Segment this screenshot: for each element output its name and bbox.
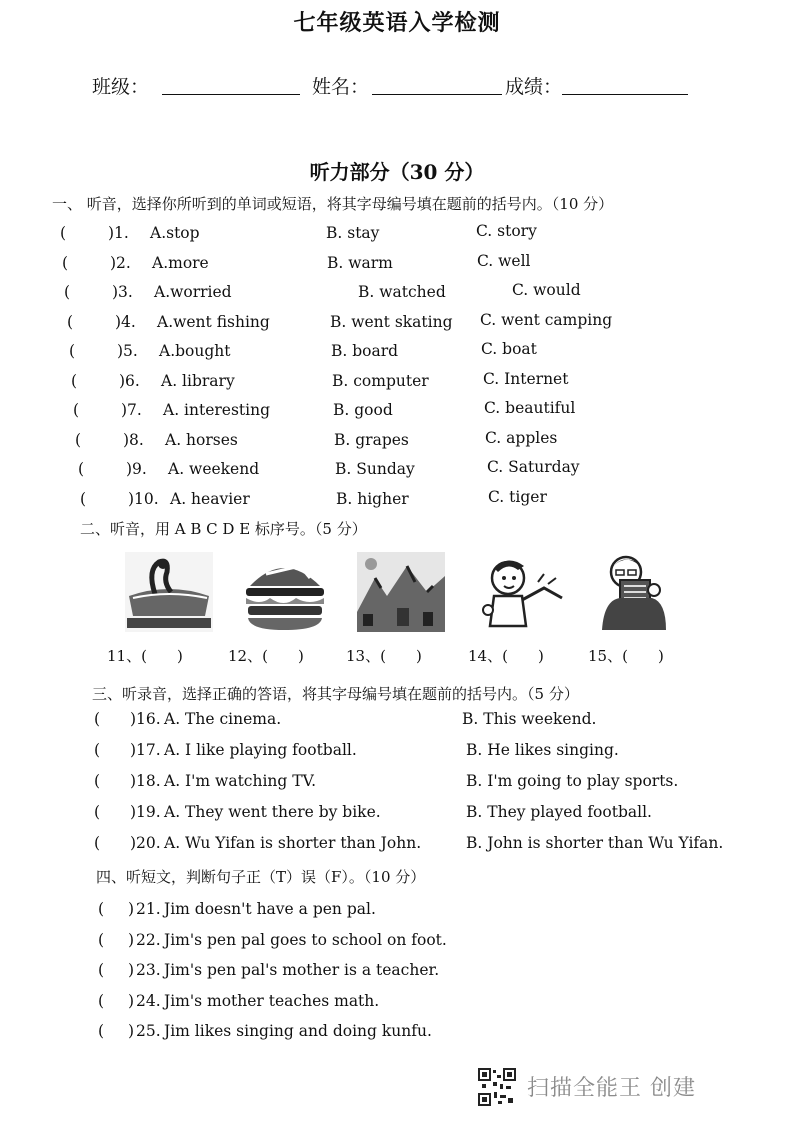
question-number: 17. [136, 741, 161, 759]
answer-bracket-close: ) [128, 992, 135, 1010]
answer-bracket-open[interactable]: ( [67, 313, 74, 331]
answer-bracket-open[interactable]: ( [78, 460, 85, 478]
boy-waving-icon [478, 552, 566, 632]
option-c: C. tiger [488, 488, 547, 506]
answer-bracket-open[interactable]: ( [64, 283, 71, 301]
hamburger-icon [240, 552, 328, 632]
option-b: B. John is shorter than Wu Yifan. [466, 834, 724, 852]
answer-bracket-open[interactable]: ( [75, 431, 82, 449]
mountain-landscape-icon [357, 552, 445, 632]
pic-label-13[interactable]: 13、( ) [346, 647, 422, 665]
option-c: C. Saturday [487, 458, 580, 476]
answer-bracket-open[interactable]: ( [71, 372, 78, 390]
answer-bracket-close: ) [117, 342, 124, 360]
option-c: C. beautiful [484, 399, 576, 417]
question-number: 25. [136, 1022, 161, 1040]
answer-bracket-open[interactable]: ( [98, 931, 105, 949]
question-number: 24. [136, 992, 161, 1010]
option-c: C. boat [481, 340, 537, 358]
name-field[interactable] [372, 94, 502, 95]
answer-bracket-close: ) [130, 772, 137, 790]
answer-bracket-open[interactable]: ( [98, 992, 105, 1010]
question-number: 7. [127, 401, 142, 419]
option-b: B. warm [327, 254, 393, 272]
option-a: A. I like playing football. [164, 741, 357, 759]
answer-bracket-close: ) [110, 254, 117, 272]
option-a: A. heavier [170, 490, 250, 508]
option-a: A. They went there by bike. [164, 803, 381, 821]
answer-bracket-open[interactable]: ( [69, 342, 76, 360]
option-a: A.bought [159, 342, 231, 360]
question-number: 1. [114, 224, 129, 242]
option-a: A.worried [154, 283, 232, 301]
answer-bracket-open[interactable]: ( [94, 772, 101, 790]
option-b: B. I'm going to play sports. [466, 772, 679, 790]
answer-bracket-close: ) [112, 283, 119, 301]
question-number: 20. [136, 834, 161, 852]
answer-bracket-open[interactable]: ( [98, 961, 105, 979]
option-b: B. watched [358, 283, 446, 301]
statement-text: Jim doesn't have a pen pal. [164, 900, 376, 918]
name-label: 姓名： [312, 76, 370, 98]
option-a: A. interesting [163, 401, 271, 419]
option-b: B. higher [336, 490, 409, 508]
answer-bracket-close: ) [115, 313, 122, 331]
answer-bracket-close: ) [108, 224, 115, 242]
question-number: 3. [118, 283, 133, 301]
option-a: A. The cinema. [164, 710, 282, 728]
option-b: B. He likes singing. [466, 741, 619, 759]
option-a: A. weekend [168, 460, 260, 478]
option-c: C. story [476, 222, 537, 240]
listening-part-title: 听力部分（30 分） [309, 160, 485, 184]
statement-text: Jim's pen pal goes to school on foot. [164, 931, 447, 949]
option-a: A. I'm watching TV. [164, 772, 316, 790]
option-b: B. went skating [330, 313, 453, 331]
answer-bracket-open[interactable]: ( [94, 834, 101, 852]
score-field[interactable] [562, 94, 688, 95]
question-number: 19. [136, 803, 161, 821]
qr-code-icon [478, 1068, 516, 1106]
pic-label-14[interactable]: 14、( ) [468, 647, 544, 665]
class-label: 班级： [92, 76, 150, 98]
option-c: C. well [477, 252, 531, 270]
pic-label-11[interactable]: 11、( ) [107, 647, 183, 665]
answer-bracket-open[interactable]: ( [73, 401, 80, 419]
option-a: A.went fishing [157, 313, 270, 331]
answer-bracket-close: ) [128, 961, 135, 979]
answer-bracket-close: ) [130, 803, 137, 821]
page-title: 七年级英语入学检测 [293, 10, 501, 36]
answer-bracket-close: ) [128, 900, 135, 918]
answer-bracket-open[interactable]: ( [98, 1022, 105, 1040]
option-b: B. grapes [334, 431, 409, 449]
answer-bracket-open[interactable]: ( [80, 490, 87, 508]
section4-heading: 四、听短文，判断句子正（T）误（F）。（10 分） [96, 868, 426, 886]
answer-bracket-close: ) [121, 401, 128, 419]
section3-heading: 三、听录音，选择正确的答语，将其字母编号填在题前的括号内。（5 分） [92, 685, 579, 703]
option-c: C. Internet [483, 370, 569, 388]
option-b: B. They played football. [466, 803, 652, 821]
answer-bracket-open[interactable]: ( [94, 741, 101, 759]
question-number: 5. [123, 342, 138, 360]
option-a: A. library [161, 372, 235, 390]
option-b: B. Sunday [335, 460, 415, 478]
option-c: C. apples [485, 429, 558, 447]
score-label: 成绩： [505, 76, 563, 98]
answer-bracket-open[interactable]: ( [94, 803, 101, 821]
class-field[interactable] [162, 94, 300, 95]
question-number: 9. [132, 460, 147, 478]
answer-bracket-open[interactable]: ( [62, 254, 69, 272]
pic-label-15[interactable]: 15、( ) [588, 647, 664, 665]
pic-label-12[interactable]: 12、( ) [228, 647, 304, 665]
answer-bracket-close: ) [126, 460, 133, 478]
answer-bracket-close: ) [130, 710, 137, 728]
option-c: C. would [512, 281, 581, 299]
answer-bracket-close: ) [123, 431, 130, 449]
section2-heading: 二、听音，用 A B C D E 标序号。（5 分） [80, 520, 367, 538]
statement-text: Jim's pen pal's mother is a teacher. [164, 961, 440, 979]
statement-text: Jim likes singing and doing kunfu. [164, 1022, 432, 1040]
option-a: A.more [152, 254, 209, 272]
answer-bracket-close: ) [130, 741, 137, 759]
option-c: C. went camping [480, 311, 613, 329]
answer-bracket-close: ) [128, 931, 135, 949]
question-number: 4. [121, 313, 136, 331]
answer-bracket-close: ) [128, 490, 135, 508]
option-a: A. Wu Yifan is shorter than John. [164, 834, 422, 852]
swan-boat-icon [125, 552, 213, 632]
answer-bracket-close: ) [119, 372, 126, 390]
question-number: 6. [125, 372, 140, 390]
question-number: 21. [136, 900, 161, 918]
option-b: B. computer [332, 372, 429, 390]
option-b: B. good [333, 401, 393, 419]
question-number: 23. [136, 961, 161, 979]
man-reading-icon [594, 552, 682, 632]
question-number: 10. [134, 490, 159, 508]
question-number: 16. [136, 710, 161, 728]
option-a: A. horses [165, 431, 238, 449]
section1-heading: 一、 听音，选择你所听到的单词或短语，将其字母编号填在题前的括号内。（10 分） [52, 195, 614, 213]
option-a: A.stop [150, 224, 200, 242]
question-number: 8. [129, 431, 144, 449]
answer-bracket-close: ) [128, 1022, 135, 1040]
answer-bracket-open[interactable]: ( [60, 224, 67, 242]
answer-bracket-open[interactable]: ( [98, 900, 105, 918]
question-number: 2. [116, 254, 131, 272]
answer-bracket-close: ) [130, 834, 137, 852]
statement-text: Jim's mother teaches math. [164, 992, 380, 1010]
answer-bracket-open[interactable]: ( [94, 710, 101, 728]
scanner-watermark: 扫描全能王 创建 [527, 1076, 696, 1101]
option-b: B. This weekend. [462, 710, 597, 728]
option-b: B. board [331, 342, 399, 360]
option-b: B. stay [326, 224, 380, 242]
question-number: 18. [136, 772, 161, 790]
question-number: 22. [136, 931, 161, 949]
